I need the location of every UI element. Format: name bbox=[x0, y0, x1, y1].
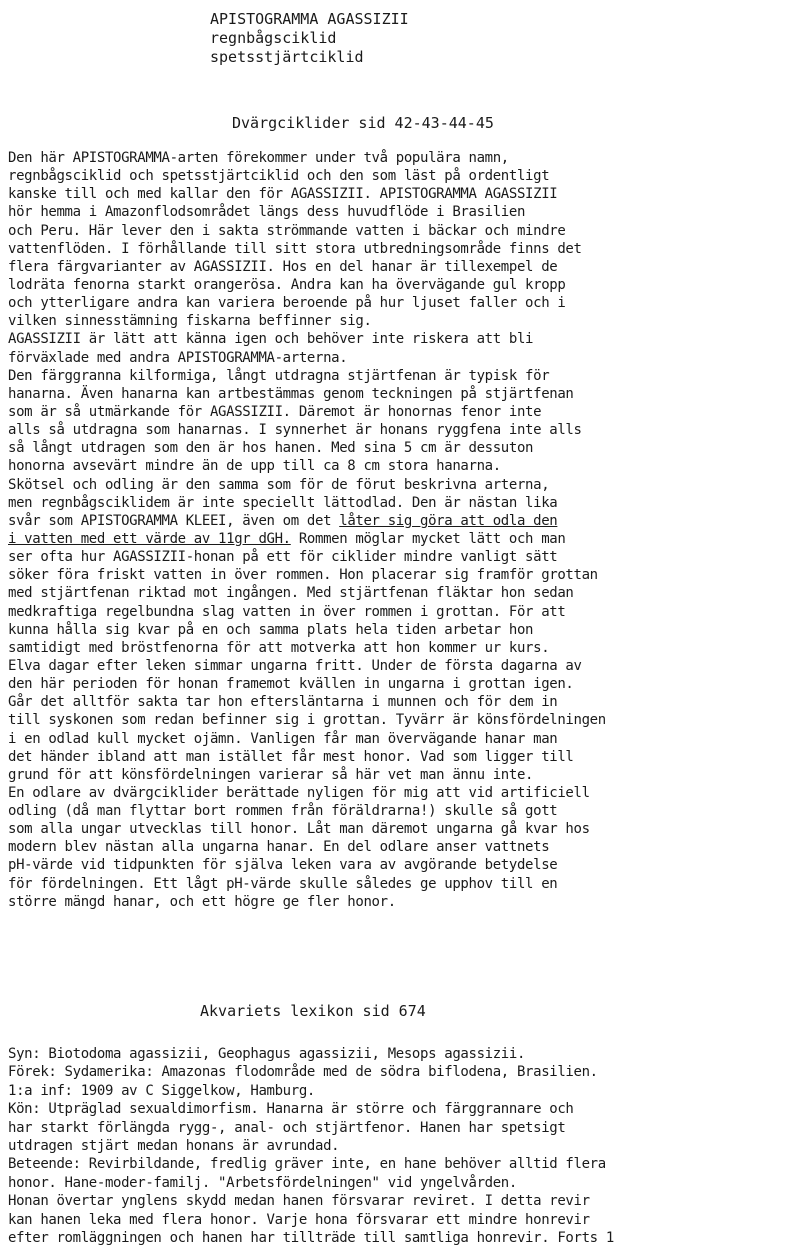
text-line: som är så utmärkande för AGASSIZII. Däremot är honornas fenor inte bbox=[8, 403, 542, 420]
text-line: förväxlade med andra APISTOGRAMMA-arterna. bbox=[8, 349, 348, 366]
text-line: 1:a inf: 1909 av C Siggelkow, Hamburg. bbox=[8, 1082, 315, 1099]
text-line: Kön: Utpräglad sexualdimorfism. Hanarna är större och färggrannare och bbox=[8, 1101, 574, 1118]
text-line: odling (då man flyttar bort rommen från föräldrarna!) skulle så gott bbox=[8, 803, 558, 820]
text-line: Går det alltför sakta tar hon eftersläntarna i munnen och för dem in bbox=[8, 694, 558, 711]
header-common-name-2: spetsstjärtciklid bbox=[210, 48, 364, 66]
section-title-dvargciklider: Dvärgciklider sid 42-43-44-45 bbox=[232, 114, 494, 132]
text-line: Den här APISTOGRAMMA-arten förekommer under två populära namn, bbox=[8, 150, 509, 166]
text-line: Beteende: Revirbildande, fredlig gräver inte, en hane behöver alltid flera bbox=[8, 1156, 606, 1173]
section-title-lexikon: Akvariets lexikon sid 674 bbox=[200, 1002, 426, 1020]
text-line: i en odlad kull mycket ojämn. Vanligen får man övervägande hanar man bbox=[8, 730, 558, 747]
text-line bbox=[8, 512, 798, 530]
text-line: den här perioden för honan framemot kvällen in ungarna i grottan igen. bbox=[8, 676, 574, 693]
text-line: grund för att könsfördelningen varierar så här vet man ännu inte. bbox=[8, 766, 534, 783]
text-line: till syskonen som redan befinner sig i grottan. Tyvärr är könsfördelningen bbox=[8, 712, 606, 729]
text-line: som alla ungar utvecklas till honor. Låt man däremot ungarna gå kvar hos bbox=[8, 821, 590, 838]
text-line: medkraftiga regelbundna slag vatten in över rommen i grottan. För att bbox=[8, 603, 566, 620]
text-line: hör hemma i Amazonflodsområdet längs dess huvudflöde i Brasilien bbox=[8, 204, 526, 221]
text-line: En odlare av dvärgciklider berättade nyligen för mig att vid artificiell bbox=[8, 784, 590, 801]
text-line: så långt utdragen som den är hos hanen. Med sina 5 cm är dessuton bbox=[8, 440, 534, 457]
header-scientific-name: APISTOGRAMMA AGASSIZII bbox=[210, 10, 409, 28]
text-line: flera färgvarianter av AGASSIZII. Hos en del hanar är tillexempel de bbox=[8, 258, 558, 275]
underlined-text: låter sig göra att odla den bbox=[339, 512, 558, 529]
text-line: Förek: Sydamerika: Amazonas flodområde med de södra biflodena, Brasilien. bbox=[8, 1064, 598, 1081]
underlined-text: i vatten med ett värde av 11gr dGH. bbox=[8, 530, 291, 547]
text-line: Skötsel och odling är den samma som för de förut beskrivna arterna, bbox=[8, 476, 550, 493]
text-line: honorna avsevärt mindre än de upp till ca 8 cm stora hanarna. bbox=[8, 458, 501, 475]
section-body-lexikon bbox=[8, 1045, 798, 1247]
species-header bbox=[210, 10, 409, 67]
section-body-dvargciklider bbox=[8, 149, 798, 911]
text-line: ser ofta hur AGASSIZII-honan på ett för ciklider mindre vanligt sätt bbox=[8, 549, 558, 566]
text-line: pH-värde vid tidpunkten för själva leken vara av avgörande betydelse bbox=[8, 857, 558, 874]
text-line: söker föra friskt vatten in över rommen. Hon placerar sig framför grottan bbox=[8, 567, 598, 584]
text-line: Honan övertar ynglens skydd medan hanen försvarar reviret. I detta revir bbox=[8, 1193, 590, 1210]
text-line: lodräta fenorna starkt orangerösa. Andra kan ha övervägande gul kropp bbox=[8, 276, 566, 293]
text-line: och Peru. Här lever den i sakta strömmande vatten i bäckar och mindre bbox=[8, 222, 566, 239]
header-common-name-1: regnbågsciklid bbox=[210, 29, 337, 47]
text-line: alls så utdragna som hanarnas. I synnerhet är honans ryggfena inte alls bbox=[8, 422, 582, 439]
text-line: det händer ibland att man istället får mest honor. Vad som ligger till bbox=[8, 748, 574, 765]
text-line: efter romläggningen och hanen har tillträde till samtliga honrevir. Forts 1 bbox=[8, 1229, 614, 1246]
text-line: med stjärtfenan riktad mot ingången. Med stjärtfenan fläktar hon sedan bbox=[8, 585, 574, 602]
text-line: AGASSIZII är lätt att känna igen och behöver inte riskera att bli bbox=[8, 331, 534, 348]
text-line: kanske till och med kallar den för AGASSIZII. APISTOGRAMMA AGASSIZII bbox=[8, 186, 558, 203]
text-segment: Rommen möglar mycket lätt och man bbox=[290, 530, 566, 547]
text-line: hanarna. Även hanarna kan artbestämmas genom teckningen på stjärtfenan bbox=[8, 385, 574, 402]
text-line: vattenflöden. I förhållande till sitt stora utbredningsområde finns det bbox=[8, 240, 582, 257]
text-line: samtidigt med bröstfenorna för att motverka att hon kommer ur kurs. bbox=[8, 639, 550, 656]
text-line: för fördelningen. Ett lågt pH-värde skulle således ge upphov till en bbox=[8, 875, 558, 892]
text-line bbox=[8, 530, 798, 548]
text-segment: svår som APISTOGRAMMA KLEEI, även om det bbox=[8, 512, 340, 529]
text-line: utdragen stjärt medan honans är avrundad. bbox=[8, 1137, 340, 1154]
text-line: kan hanen leka med flera honor. Varje hona försvarar ett mindre honrevir bbox=[8, 1211, 590, 1228]
text-line: har starkt förlängda rygg-, anal- och stjärtfenor. Hanen har spetsigt bbox=[8, 1119, 566, 1136]
text-line: men regnbågsciklidem är inte speciellt lättodlad. Den är nästan lika bbox=[8, 494, 558, 511]
text-line: större mängd hanar, och ett högre ge fler honor. bbox=[8, 893, 396, 910]
text-line: modern blev nästan alla ungarna hanar. En del odlare anser vattnets bbox=[8, 839, 550, 856]
text-line: och ytterligare andra kan variera beroende på hur ljuset faller och i bbox=[8, 295, 566, 312]
text-line: regnbågsciklid och spetsstjärtciklid och den som läst på ordentligt bbox=[8, 168, 550, 185]
text-line: kunna hålla sig kvar på en och samma plats hela tiden arbetar hon bbox=[8, 621, 534, 638]
text-line: Den färggranna kilformiga, långt utdragna stjärtfenan är typisk för bbox=[8, 367, 550, 384]
text-line: vilken sinnesstämning fiskarna beffinner sig. bbox=[8, 313, 372, 330]
text-line: Elva dagar efter leken simmar ungarna fritt. Under de första dagarna av bbox=[8, 657, 582, 674]
text-line: honor. Hane-moder-familj. "Arbetsfördelningen" vid yngelvården. bbox=[8, 1174, 517, 1191]
text-line: Syn: Biotodoma agassizii, Geophagus agassizii, Mesops agassizii. bbox=[8, 1046, 526, 1062]
